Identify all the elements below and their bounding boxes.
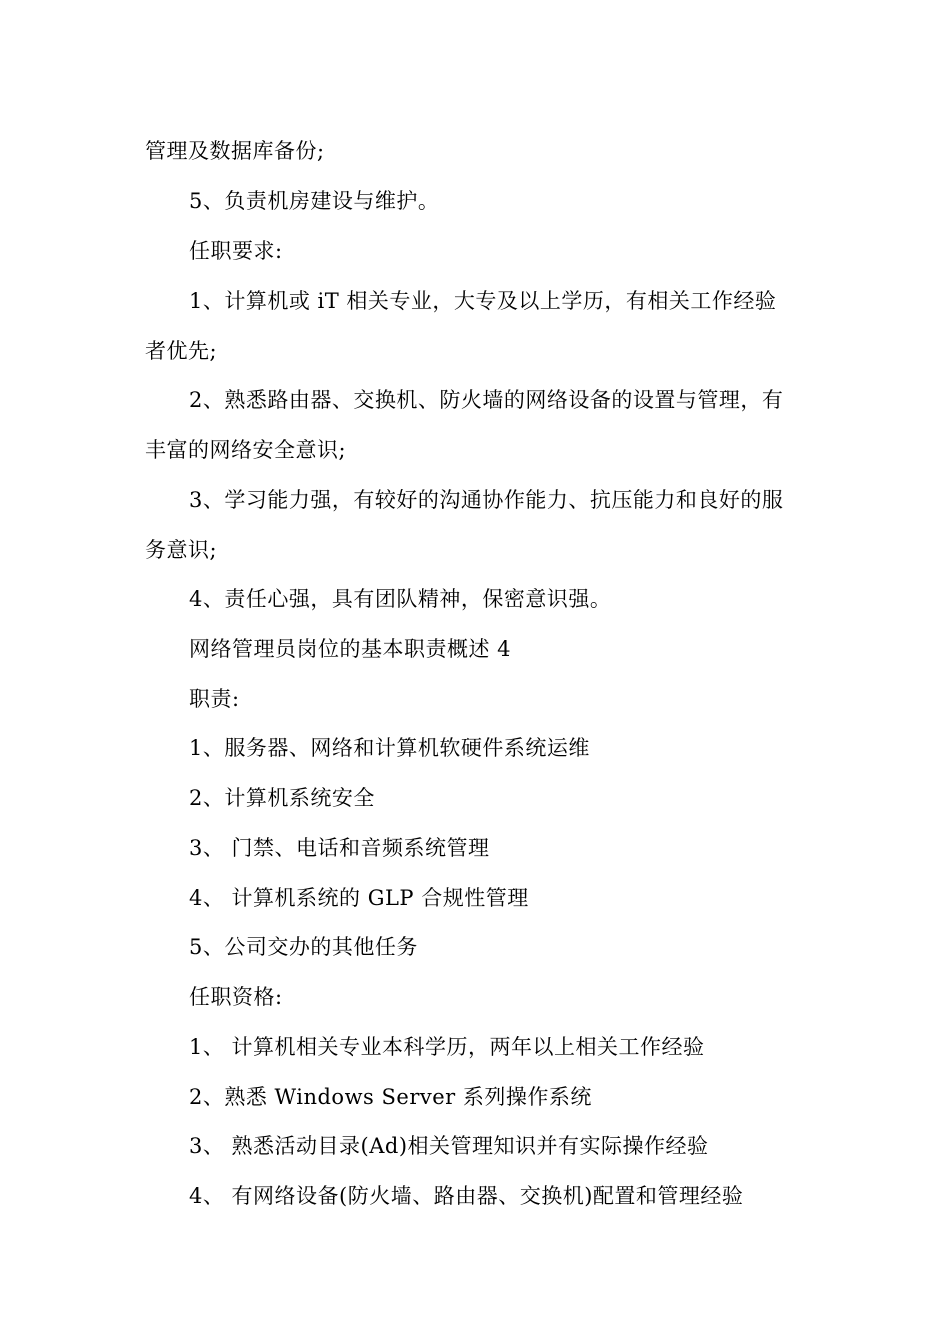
text-line: 1、 计算机相关专业本科学历，两年以上相关工作经验 [189, 1035, 705, 1059]
section-heading: 职责: [189, 687, 240, 711]
text-line: 3、 门禁、电话和音频系统管理 [189, 836, 490, 860]
text-line: 5、负责机房建设与维护。 [189, 189, 440, 213]
text-line: 务意识; [145, 538, 218, 562]
section-heading: 任职资格: [189, 985, 283, 1009]
section-title: 网络管理员岗位的基本职责概述 4 [189, 637, 512, 661]
text-line: 2、计算机系统安全 [189, 786, 375, 810]
text-line: 1、计算机或 iT 相关专业，大专及以上学历，有相关工作经验 [189, 289, 777, 313]
text-line: 3、 熟悉活动目录(Ad)相关管理知识并有实际操作经验 [189, 1134, 709, 1158]
text-line: 2、熟悉路由器、交换机、防火墙的网络设备的设置与管理，有 [189, 388, 784, 412]
text-line: 5、公司交办的其他任务 [189, 935, 418, 959]
text-line: 3、学习能力强，有较好的沟通协作能力、抗压能力和良好的服 [189, 488, 784, 512]
text-line: 丰富的网络安全意识; [145, 438, 347, 462]
text-line: 管理及数据库备份; [145, 139, 325, 163]
text-line: 者优先; [145, 339, 218, 363]
text-line: 4、责任心强，具有团队精神，保密意识强。 [189, 587, 612, 611]
section-heading: 任职要求: [189, 239, 283, 263]
text-line: 1、服务器、网络和计算机软硬件系统运维 [189, 736, 590, 760]
text-line: 4、 有网络设备(防火墙、路由器、交换机)配置和管理经验 [189, 1184, 744, 1208]
text-line: 4、 计算机系统的 GLP 合规性管理 [189, 886, 529, 910]
text-line: 2、熟悉 Windows Server 系列操作系统 [189, 1085, 592, 1109]
